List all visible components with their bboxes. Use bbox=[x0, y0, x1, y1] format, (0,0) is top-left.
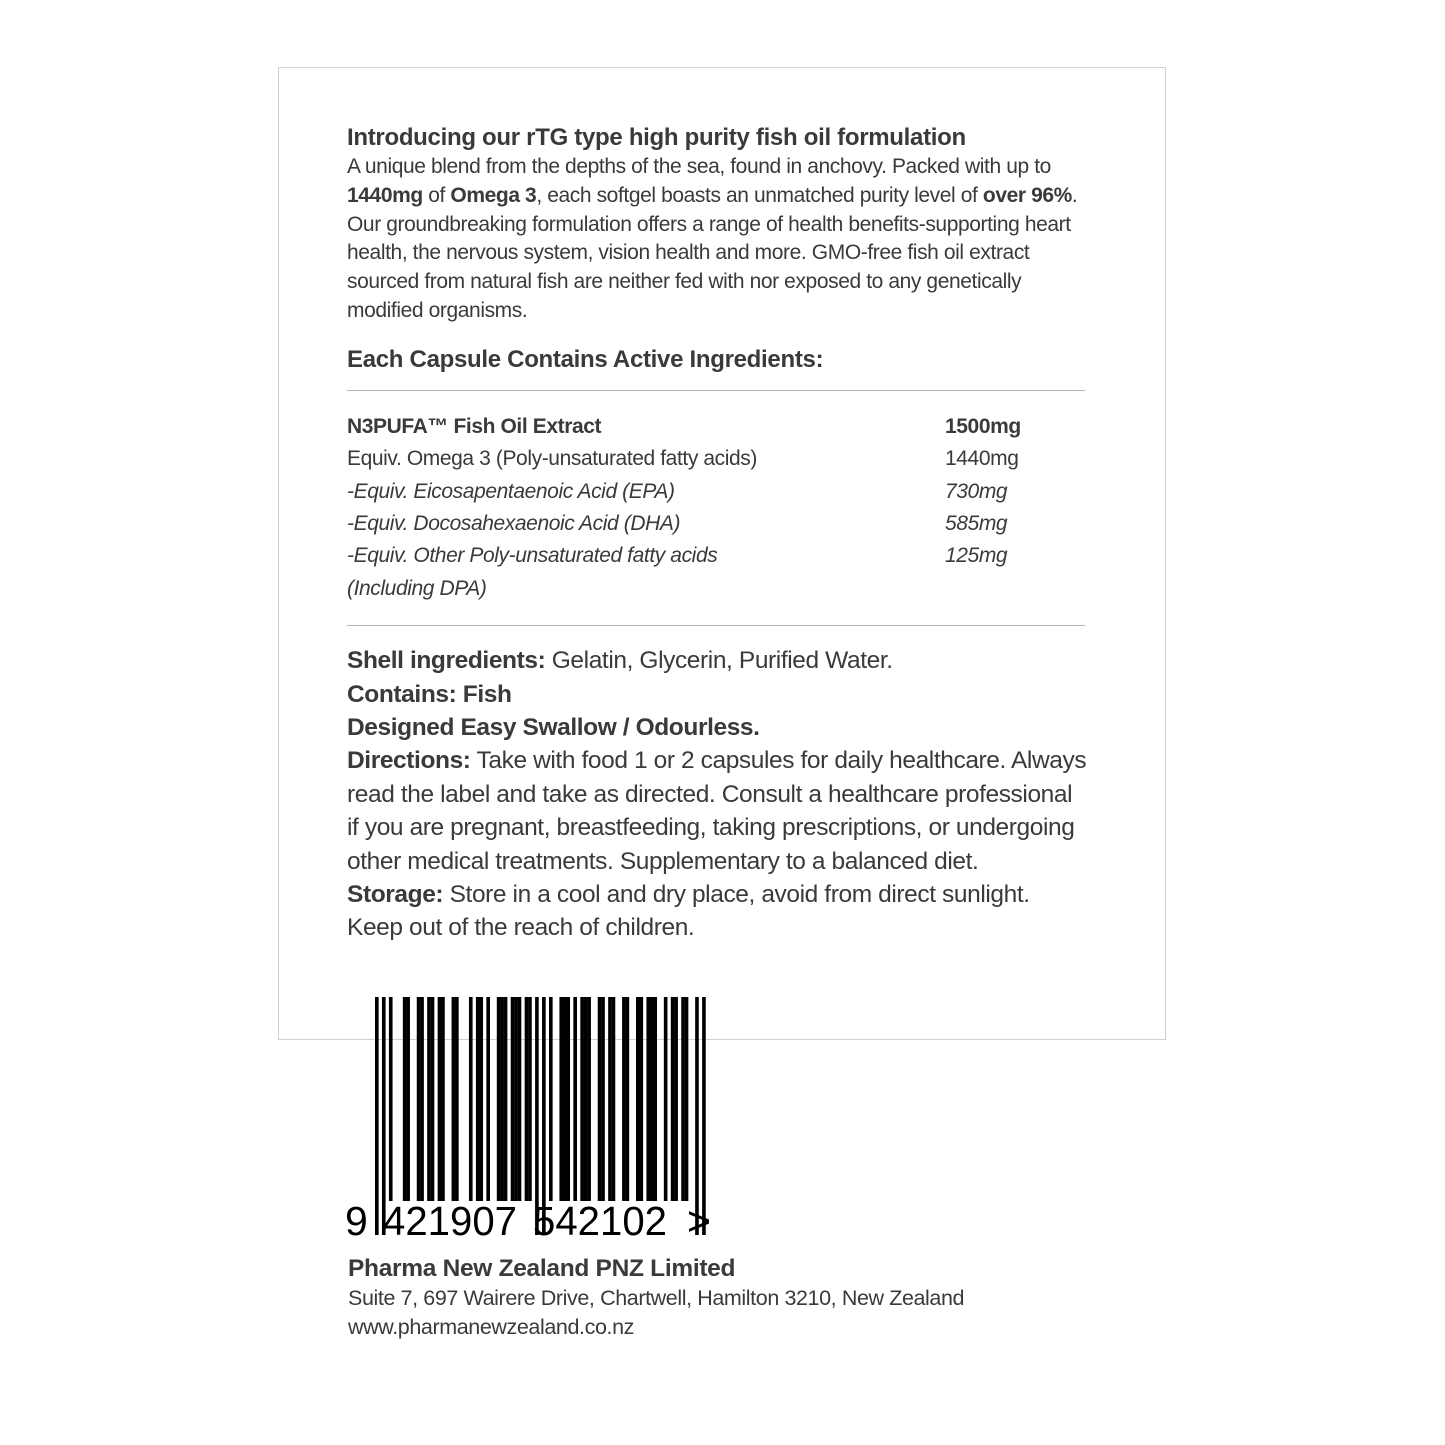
barcode-bar bbox=[431, 997, 435, 1201]
ingredient-amount bbox=[945, 573, 1085, 605]
ingredient-row bbox=[347, 573, 1085, 605]
barcode-bar bbox=[511, 997, 515, 1201]
barcode-bar bbox=[375, 997, 379, 1235]
intro-bold-omega3: Omega 3 bbox=[450, 183, 537, 207]
barcode-bar bbox=[664, 997, 668, 1201]
barcode-bar bbox=[417, 997, 421, 1201]
ingredient-row bbox=[347, 443, 1085, 475]
barcode-bar bbox=[427, 997, 431, 1201]
intro-bold-purity: over 96% bbox=[982, 183, 1072, 207]
company-address: Suite 7, 697 Wairere Drive, Chartwell, Hamilton 3210, New Zealand bbox=[348, 1286, 965, 1310]
intro-text-3: , each softgel boasts an unmatched purity level of bbox=[536, 183, 983, 207]
directions-label: Directions: bbox=[347, 747, 471, 775]
divider-bottom bbox=[347, 625, 1085, 626]
ingredient-row bbox=[347, 411, 1085, 443]
barcode-bar bbox=[650, 997, 654, 1201]
barcode-bar bbox=[566, 997, 570, 1201]
barcode-bar bbox=[406, 997, 410, 1201]
ingredient-amount: 1440mg bbox=[945, 447, 1019, 471]
barcode-right-digits: 542102 bbox=[533, 1198, 667, 1244]
barcode-bar bbox=[438, 997, 442, 1201]
intro-paragraph bbox=[347, 153, 1087, 326]
barcode-bar bbox=[403, 997, 407, 1201]
barcode-bar bbox=[563, 997, 567, 1201]
barcode-bar bbox=[674, 997, 678, 1201]
ingredient-name: -Equiv. Docosahexaenoic Acid (DHA) bbox=[347, 512, 681, 535]
barcode-lead-digit: 9 bbox=[345, 1198, 368, 1244]
barcode-bar bbox=[598, 997, 602, 1201]
barcode-bar bbox=[549, 997, 553, 1201]
barcode-bar bbox=[580, 997, 584, 1201]
barcode-bar bbox=[518, 997, 522, 1201]
barcode-bar bbox=[420, 997, 424, 1201]
barcode-bar bbox=[622, 997, 626, 1201]
barcode-bar bbox=[639, 997, 643, 1201]
contains-text: Contains: Fish bbox=[347, 680, 512, 708]
divider-top bbox=[347, 390, 1085, 391]
barcode-bar bbox=[441, 997, 445, 1201]
ingredient-amount: 125mg bbox=[945, 544, 1008, 568]
intro-text-1: A unique blend from the depths of the sea, found in anchovy. Packed with up to bbox=[347, 155, 1051, 178]
barcode-bar bbox=[608, 997, 612, 1201]
barcode-bar bbox=[514, 997, 518, 1201]
ingredient-amount: 1500mg bbox=[945, 414, 1021, 438]
barcode-bar bbox=[476, 997, 480, 1201]
barcode-bar bbox=[497, 997, 501, 1201]
barcode bbox=[343, 995, 723, 1245]
barcode-bar bbox=[626, 997, 630, 1201]
directions-text: Take with food 1 or 2 capsules for daily healthcare. Always read the label and take as directed. Consult a healthcare professional if you are pregnant, breastfeeding, taking prescriptions, or undergoing other medical treatments. Supplementary to a balanced diet. bbox=[347, 747, 1087, 875]
barcode-bar bbox=[479, 997, 483, 1201]
barcode-bar bbox=[573, 997, 577, 1201]
ingredient-row bbox=[347, 476, 1085, 508]
barcode-bar bbox=[559, 997, 563, 1201]
ingredient-row bbox=[347, 540, 1085, 572]
barcode-bar bbox=[389, 997, 393, 1201]
barcode-bar bbox=[452, 997, 456, 1201]
barcode-bar bbox=[636, 997, 640, 1201]
barcode-bar bbox=[455, 997, 459, 1201]
barcode-bar bbox=[500, 997, 504, 1201]
designed-line bbox=[347, 711, 1087, 744]
shell-label: Shell ingredients: bbox=[347, 647, 546, 675]
barcode-left-digits: 421907 bbox=[383, 1198, 517, 1244]
storage-label: Storage: bbox=[347, 881, 444, 909]
ingredient-amount: 730mg bbox=[945, 479, 1008, 503]
company-info bbox=[348, 1254, 1048, 1342]
directions bbox=[347, 744, 1087, 878]
designed-text: Designed Easy Swallow / Odourless. bbox=[347, 714, 760, 742]
intro-bold-1440mg: 1440mg bbox=[347, 183, 423, 207]
intro-title: Introducing our rTG type high purity fish oil formulation bbox=[347, 124, 966, 151]
barcode-bar bbox=[646, 997, 650, 1201]
barcode-bar bbox=[612, 997, 616, 1201]
ingredient-name: Equiv. Omega 3 (Poly-unsaturated fatty acids) bbox=[347, 447, 757, 471]
intro-text-2: of bbox=[422, 183, 451, 207]
barcode-bar bbox=[685, 997, 689, 1201]
storage bbox=[347, 878, 1087, 945]
barcode-bar bbox=[584, 997, 588, 1201]
barcode-bar bbox=[528, 997, 532, 1201]
barcode-bar bbox=[587, 997, 591, 1201]
contains-line bbox=[347, 678, 1087, 711]
barcode-bar bbox=[486, 997, 490, 1201]
barcode-bar bbox=[504, 997, 508, 1201]
product-details bbox=[347, 644, 1087, 945]
shell-text: Gelatin, Glycerin, Purified Water. bbox=[545, 647, 893, 675]
ingredient-amount: 585mg bbox=[945, 512, 1008, 535]
intro-text-4: . Our groundbreaking formulation offers a range of health benefits-supporting heart health, the nervous system, vision health and more. GMO-free fish oil extract sourced from natural fish are neither fed with nor exposed to any genetically modified organisms. bbox=[347, 183, 1078, 322]
barcode-bar bbox=[601, 997, 605, 1201]
ingredient-name: N3PUFA™ Fish Oil Extract bbox=[347, 414, 602, 438]
company-website[interactable]: www.pharmanewzealand.co.nz bbox=[348, 1315, 634, 1339]
capsule-heading: Each Capsule Contains Active Ingredients: bbox=[347, 345, 824, 373]
barcode-bar bbox=[671, 997, 675, 1201]
barcode-bar bbox=[653, 997, 657, 1201]
barcode-marker: > bbox=[687, 1198, 711, 1244]
label-card bbox=[278, 67, 1166, 1040]
label-content bbox=[347, 124, 1087, 945]
ingredients-table bbox=[347, 411, 1085, 605]
ingredient-name: -Equiv. Eicosapentaenoic Acid (EPA) bbox=[347, 479, 675, 503]
shell-ingredients bbox=[347, 644, 1087, 677]
barcode-bar bbox=[525, 997, 529, 1201]
barcode-bar bbox=[681, 997, 685, 1201]
barcode-bar bbox=[469, 997, 473, 1201]
company-name: Pharma New Zealand PNZ Limited bbox=[348, 1255, 736, 1282]
storage-text: Store in a cool and dry place, avoid from direct sunlight. Keep out of the reach of children. bbox=[347, 881, 1030, 942]
ingredient-name: -Equiv. Other Poly-unsaturated fatty acids bbox=[347, 544, 718, 568]
ingredient-row bbox=[347, 508, 1085, 540]
ingredient-name: (Including DPA) bbox=[347, 576, 487, 600]
